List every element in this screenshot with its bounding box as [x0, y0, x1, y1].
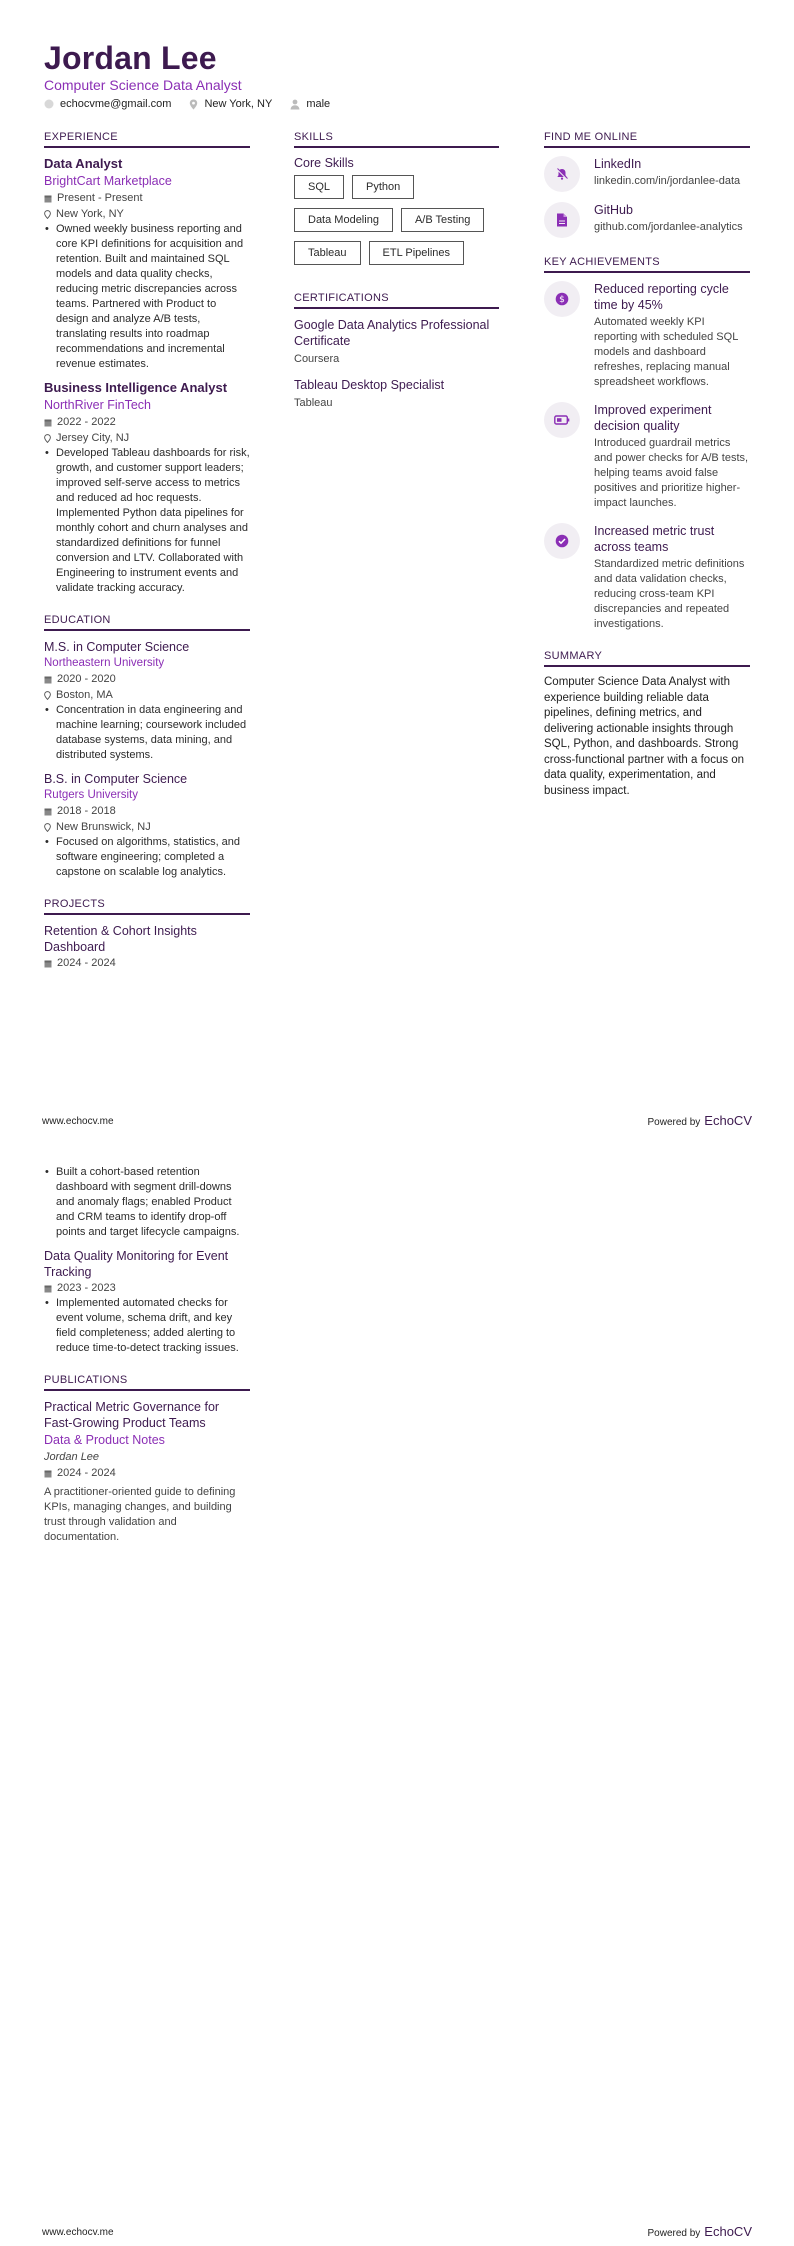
right-column	[544, 131, 750, 817]
contact-row	[44, 98, 348, 110]
degree-title: M.S. in Computer Science	[44, 640, 190, 654]
candidate-name: Jordan Lee	[44, 40, 217, 76]
job-location: New York, NY	[44, 206, 250, 222]
projects-section-continued	[44, 1165, 250, 1356]
achievements-section	[544, 256, 750, 632]
project-entry	[44, 1248, 250, 1356]
svg-text:$: $	[559, 295, 565, 306]
project-dates: 2023 - 2023	[44, 1280, 250, 1296]
achievement-description: Automated weekly KPI reporting with scheduled SQL models and dashboard refreshes, replacing manual spreadsheet workflows.	[594, 316, 738, 388]
experience-entry	[44, 156, 250, 372]
left-column-continued	[44, 1165, 250, 1563]
calendar-icon	[44, 807, 52, 816]
degree-title: B.S. in Computer Science	[44, 772, 188, 786]
email-icon	[44, 99, 54, 109]
school-name: Northeastern University	[44, 657, 165, 669]
file-icon	[544, 202, 580, 238]
skill-tag: ETL Pipelines	[369, 241, 464, 265]
certification-issuer: Coursera	[294, 353, 340, 365]
job-title: Business Intelligence Analyst	[44, 380, 228, 395]
battery-icon	[544, 402, 580, 438]
map-pin-icon	[44, 210, 51, 219]
calendar-icon	[44, 675, 52, 684]
project-title: Retention & Cohort Insights Dashboard	[44, 924, 197, 954]
school-name: Rutgers University	[44, 789, 138, 801]
gender-text: male	[306, 98, 331, 110]
job-bullet: • Owned weekly business reporting and core KPI definitions for acquisition and retention. Built and maintained SQL models and data quality checks, reducing metric discrepancies across teams. Partnered with Product to design and analyze A/B tests, translating results into roadmap recommendations and incremental revenue estimates.	[44, 222, 250, 372]
certification-title: Google Data Analytics Professional Certificate	[294, 318, 490, 348]
job-bullet: • Developed Tableau dashboards for risk, growth, and customer support leaders; improved self-serve access to metrics and reduced ad hoc requests. Implemented Python data pipelines for monthly cohort and churn analyses and standardized definitions for funnel conversion and LTV. Collaborated with Engineering to instrument events and validate tracking accuracy.	[44, 446, 250, 596]
projects-section	[44, 898, 250, 971]
map-pin-icon	[44, 434, 51, 443]
certification-issuer: Tableau	[294, 397, 333, 409]
certifications-section	[294, 292, 499, 411]
powered-by-text: Powered by	[647, 2228, 701, 2239]
skill-tag: A/B Testing	[401, 208, 484, 232]
job-company: NorthRiver FinTech	[44, 398, 151, 412]
calendar-icon	[44, 959, 52, 968]
map-pin-icon	[189, 99, 198, 110]
online-github[interactable]	[544, 202, 750, 238]
skill-tag: Data Modeling	[294, 208, 393, 232]
online-name: GitHub	[594, 203, 633, 217]
project-dates: 2024 - 2024	[44, 955, 250, 971]
left-column	[44, 131, 250, 989]
summary-section	[544, 650, 750, 799]
map-pin-icon	[44, 823, 51, 832]
education-entry	[44, 639, 250, 763]
experience-entry	[44, 380, 250, 596]
brand-name[interactable]: EchoCV	[704, 2224, 752, 2239]
certifications-heading: CERTIFICATIONS	[294, 292, 499, 309]
experience-heading: EXPERIENCE	[44, 131, 250, 148]
achievement-title: Improved experiment decision quality	[594, 403, 712, 433]
publications-heading: PUBLICATIONS	[44, 1374, 250, 1391]
publication-description: A practitioner-oriented guide to defining KPIs, managing changes, and building trust through validation and documentation.	[44, 1486, 236, 1543]
publication-title: Practical Metric Governance for Fast-Growing Product Teams	[44, 1400, 220, 1430]
publication-entry	[44, 1399, 250, 1545]
education-heading: EDUCATION	[44, 614, 250, 631]
publication-publisher: Data & Product Notes	[44, 1433, 165, 1447]
resume-page-2	[0, 1123, 794, 2246]
calendar-icon	[44, 1284, 52, 1293]
calendar-icon	[44, 418, 52, 427]
job-company: BrightCart Marketplace	[44, 174, 172, 188]
person-icon	[290, 99, 300, 110]
achievement-title: Reduced reporting cycle time by 45%	[594, 282, 729, 312]
skill-tags	[294, 175, 499, 274]
footer-site[interactable]: www.echocv.me	[42, 1116, 114, 1127]
skills-section	[294, 131, 499, 274]
contact-location	[189, 98, 272, 110]
contact-email[interactable]	[44, 98, 171, 110]
certification-title: Tableau Desktop Specialist	[294, 378, 445, 392]
job-location: Jersey City, NJ	[44, 430, 250, 446]
skills-heading: SKILLS	[294, 131, 499, 148]
achievement-title: Increased metric trust across teams	[594, 524, 715, 554]
online-heading: FIND ME ONLINE	[544, 131, 750, 148]
project-entry	[44, 923, 250, 971]
calendar-icon	[44, 1469, 52, 1478]
skill-tag: Python	[352, 175, 414, 199]
education-section	[44, 614, 250, 880]
candidate-role: Computer Science Data Analyst	[44, 77, 242, 93]
dollar-icon	[544, 281, 580, 317]
education-location: Boston, MA	[44, 687, 250, 703]
project-bullet: • Built a cohort-based retention dashboard with segment drill-downs and anomaly flags; enabled Product and CRM teams to identify drop-off points and target lifecycle campaigns.	[44, 1165, 250, 1240]
map-pin-icon	[44, 691, 51, 700]
bell-slash-icon	[544, 156, 580, 192]
brand-name[interactable]: EchoCV	[704, 1113, 752, 1128]
online-link[interactable]: linkedin.com/in/jordanlee-data	[594, 175, 741, 187]
project-title: Data Quality Monitoring for Event Tracking	[44, 1249, 229, 1279]
achievement-description: Standardized metric definitions and data validation checks, reducing cross-team KPI discrepancies and repeated investigations.	[594, 558, 745, 630]
education-entry	[44, 771, 250, 880]
powered-by-text: Powered by	[647, 1117, 701, 1128]
achievement-item	[544, 523, 750, 632]
job-title: Data Analyst	[44, 156, 123, 171]
education-bullet: • Concentration in data engineering and machine learning; coursework included database systems, data mining, and distributed systems.	[44, 703, 250, 763]
projects-heading: PROJECTS	[44, 898, 250, 915]
footer-site[interactable]: www.echocv.me	[42, 2227, 114, 2238]
publications-section	[44, 1374, 250, 1545]
summary-text: Computer Science Data Analyst with experience building reliable data pipelines, defining metrics, and delivering actionable insights through SQL, Python, and dashboards. Strong cross-functional partner with a focus on data quality, experimentation, and business impact.	[544, 676, 745, 797]
education-dates: 2018 - 2018	[44, 803, 250, 819]
online-linkedin[interactable]	[544, 156, 750, 192]
skill-tag: SQL	[294, 175, 344, 199]
achievement-description: Introduced guardrail metrics and power checks for A/B tests, helping teams avoid false positives and prioritize higher-impact launches.	[594, 437, 749, 509]
online-name: LinkedIn	[594, 157, 642, 171]
email-text: echocvme@gmail.com	[60, 98, 172, 110]
education-location: New Brunswick, NJ	[44, 819, 250, 835]
summary-heading: SUMMARY	[544, 650, 750, 667]
achievement-item	[544, 281, 750, 390]
online-link[interactable]: github.com/jordanlee-analytics	[594, 221, 743, 233]
achievement-item	[544, 402, 750, 511]
online-section	[544, 131, 750, 238]
job-dates: 2022 - 2022	[44, 414, 250, 430]
education-bullet: • Focused on algorithms, statistics, and software engineering; completed a capstone on scalable log analytics.	[44, 835, 250, 880]
contact-gender	[290, 98, 330, 110]
publication-dates: 2024 - 2024	[44, 1465, 250, 1481]
check-circle-icon	[544, 523, 580, 559]
experience-section	[44, 131, 250, 596]
middle-column	[294, 131, 499, 429]
calendar-icon	[44, 194, 52, 203]
location-text: New York, NY	[204, 98, 273, 110]
skill-group-name: Core Skills	[294, 156, 354, 170]
job-dates: Present - Present	[44, 190, 250, 206]
skill-tag: Tableau	[294, 241, 361, 265]
education-dates: 2020 - 2020	[44, 671, 250, 687]
publication-author: Jordan Lee	[44, 1451, 100, 1463]
footer-powered	[647, 2224, 752, 2239]
achievements-heading: KEY ACHIEVEMENTS	[544, 256, 750, 273]
project-bullet: • Implemented automated checks for event volume, schema drift, and key field completeness; added alerting to reduce time-to-detect tracking issues.	[44, 1296, 250, 1356]
